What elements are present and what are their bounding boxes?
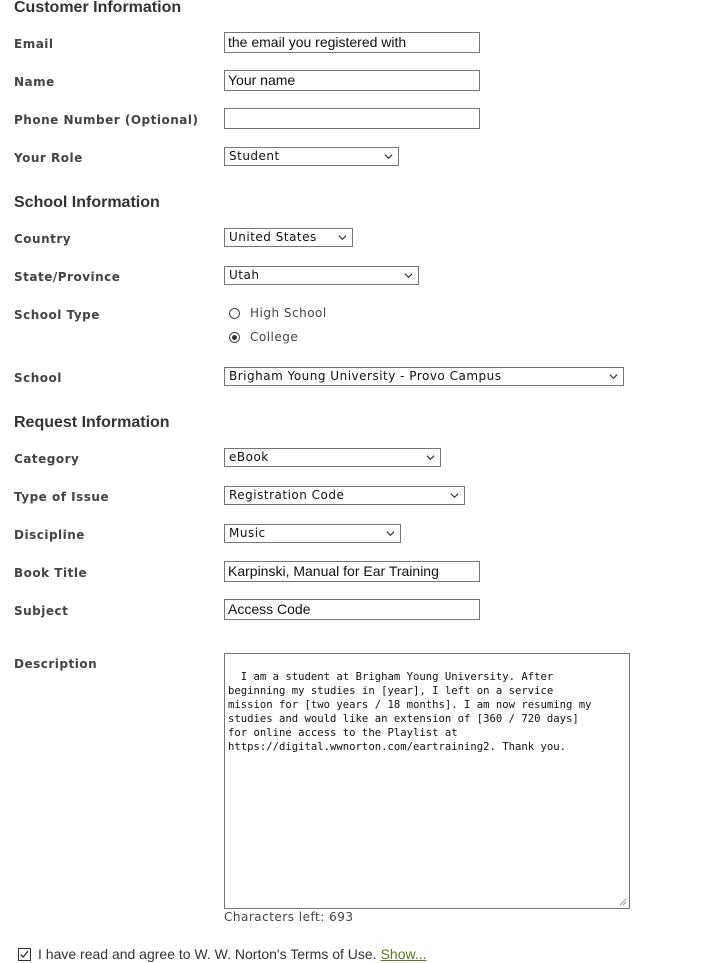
issue-label: Type of Issue (14, 490, 110, 504)
chevron-down-icon (338, 233, 347, 242)
request-section-heading: Request Information (14, 414, 170, 431)
school-section-heading: School Information (14, 194, 160, 211)
chevron-down-icon (450, 491, 459, 500)
description-textarea[interactable] (224, 653, 630, 909)
role-label: Your Role (14, 151, 83, 165)
role-select-value: Student (229, 149, 280, 163)
radio-label: High School (250, 306, 327, 320)
check-icon (19, 949, 30, 960)
state-label: State/Province (14, 270, 121, 284)
characters-left: Characters left: 693 (224, 910, 354, 924)
terms-text: I have read and agree to W. W. Norton's Terms of Use. (38, 946, 377, 962)
name-field[interactable]: Your name (224, 70, 480, 91)
radio-label: College (250, 330, 299, 344)
country-select-value: United States (229, 230, 317, 244)
phone-label: Phone Number (Optional) (14, 113, 199, 127)
school-type-label: School Type (14, 308, 100, 322)
terms-show-link[interactable]: Show... (380, 946, 427, 962)
chevron-down-icon (384, 152, 393, 161)
school-select-value: Brigham Young University - Provo Campus (229, 369, 502, 383)
customer-section-heading: Customer Information (14, 0, 182, 16)
country-label: Country (14, 232, 72, 246)
radio-button[interactable] (229, 308, 240, 319)
category-select-value: eBook (229, 450, 269, 464)
radio-button-selected[interactable] (229, 332, 240, 343)
radio-high-school[interactable] (229, 306, 327, 320)
school-label: School (14, 371, 62, 385)
radio-college[interactable] (229, 330, 298, 344)
discipline-select[interactable] (224, 524, 401, 543)
phone-field[interactable] (224, 108, 480, 129)
state-select[interactable] (224, 266, 419, 285)
email-label: Email (14, 37, 54, 51)
issue-select-value: Registration Code (229, 488, 345, 502)
name-label: Name (14, 75, 55, 89)
chevron-down-icon (404, 271, 413, 280)
discipline-select-value: Music (229, 526, 266, 540)
subject-field[interactable]: Access Code (224, 599, 480, 620)
resize-grip-icon[interactable] (619, 898, 627, 906)
chevron-down-icon (386, 529, 395, 538)
book-title-label: Book Title (14, 566, 88, 580)
category-label: Category (14, 452, 80, 466)
country-select[interactable] (224, 228, 353, 247)
description-label: Description (14, 657, 98, 671)
issue-select[interactable] (224, 486, 465, 505)
subject-label: Subject (14, 604, 69, 618)
state-select-value: Utah (229, 268, 260, 282)
email-field[interactable]: the email you registered with (224, 32, 480, 53)
chevron-down-icon (609, 372, 618, 381)
role-select[interactable] (224, 147, 399, 166)
terms-checkbox[interactable] (18, 948, 31, 961)
discipline-label: Discipline (14, 528, 85, 542)
school-select[interactable] (224, 367, 624, 386)
category-select[interactable] (224, 448, 441, 467)
description-text: I am a student at Brigham Young University. After beginning my studies in [year], I left on a service mission for [two years / 18 months]. I am now resuming my studies and would like an extension of [360 / 720 days] for online access to the Playlist at https://digital.wwnorton.com/eartraining2. Thank you. (228, 671, 592, 753)
book-title-field[interactable]: Karpinski, Manual for Ear Training (224, 561, 480, 582)
chevron-down-icon (426, 453, 435, 462)
terms-agreement (18, 946, 427, 962)
